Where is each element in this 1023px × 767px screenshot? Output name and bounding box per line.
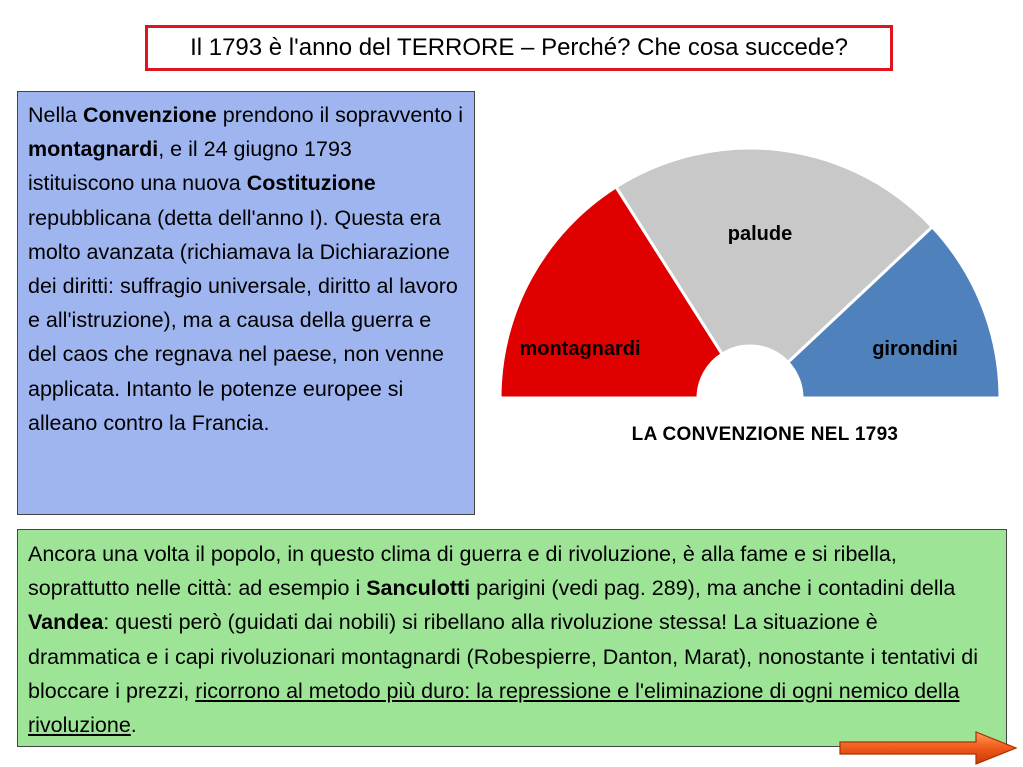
text-span: parigini (vedi pag. 289), ma anche i contadini della — [470, 576, 956, 601]
text-span: prendono il sopravvento i — [216, 103, 463, 127]
bold-vandea: Vandea — [28, 610, 104, 635]
chart-label-girondini: girondini — [872, 338, 958, 360]
slide-title: Il 1793 è l'anno del TERRORE – Perché? Che cosa succede? — [145, 25, 893, 71]
text-span: Nella — [28, 103, 83, 127]
chart-caption: LA CONVENZIONE NEL 1793 — [631, 424, 899, 445]
convention-paragraph — [28, 98, 464, 440]
chart-label-montagnardi: montagnardi — [519, 338, 641, 360]
terror-paragraph — [28, 537, 996, 742]
underlined-repression-text: ricorrono al metodo più duro: la repressione e l'eliminazione di ogni nemico della rivoluzione — [28, 678, 960, 738]
text-span: . — [130, 713, 137, 738]
text-span: , e il 24 giugno 1793 istituiscono una nuova — [28, 137, 352, 196]
bold-convenzione: Convenzione — [82, 103, 217, 127]
text-span: Ancora una volta il popolo, in questo clima di guerra e di rivoluzione, è alla fame e si ribella, soprattutto nelle città: ad esempio i — [28, 542, 897, 601]
convention-seat-chart — [490, 110, 1010, 410]
convention-text-box — [17, 91, 475, 515]
right-arrow-icon[interactable] — [838, 730, 1018, 766]
bold-montagnardi: montagnardi — [28, 137, 159, 162]
text-span: : questi però (guidati dai nobili) si ribellano alla rivoluzione stessa! La situazione è drammatica e i capi rivoluzionari montagnardi (Robespierre, Danton, Marat), nonostante i tentativi di bloccare i prezzi, — [28, 610, 979, 703]
bold-sanculotti: Sanculotti — [366, 576, 471, 601]
chart-label-palude: palude — [727, 223, 793, 245]
bold-costituzione: Costituzione — [246, 171, 376, 196]
text-span: repubblicana (detta dell'anno I). Questa era molto avanzata (richiamava la Dichiarazione dei diritti: suffragio universale, diritto al lavoro e all'istruzione), ma a causa della guerra e del caos che regnava nel paese, non venne applicata. Intanto le potenze europee si alleano contro la Francia. — [28, 205, 458, 435]
terror-text-box — [17, 529, 1007, 747]
